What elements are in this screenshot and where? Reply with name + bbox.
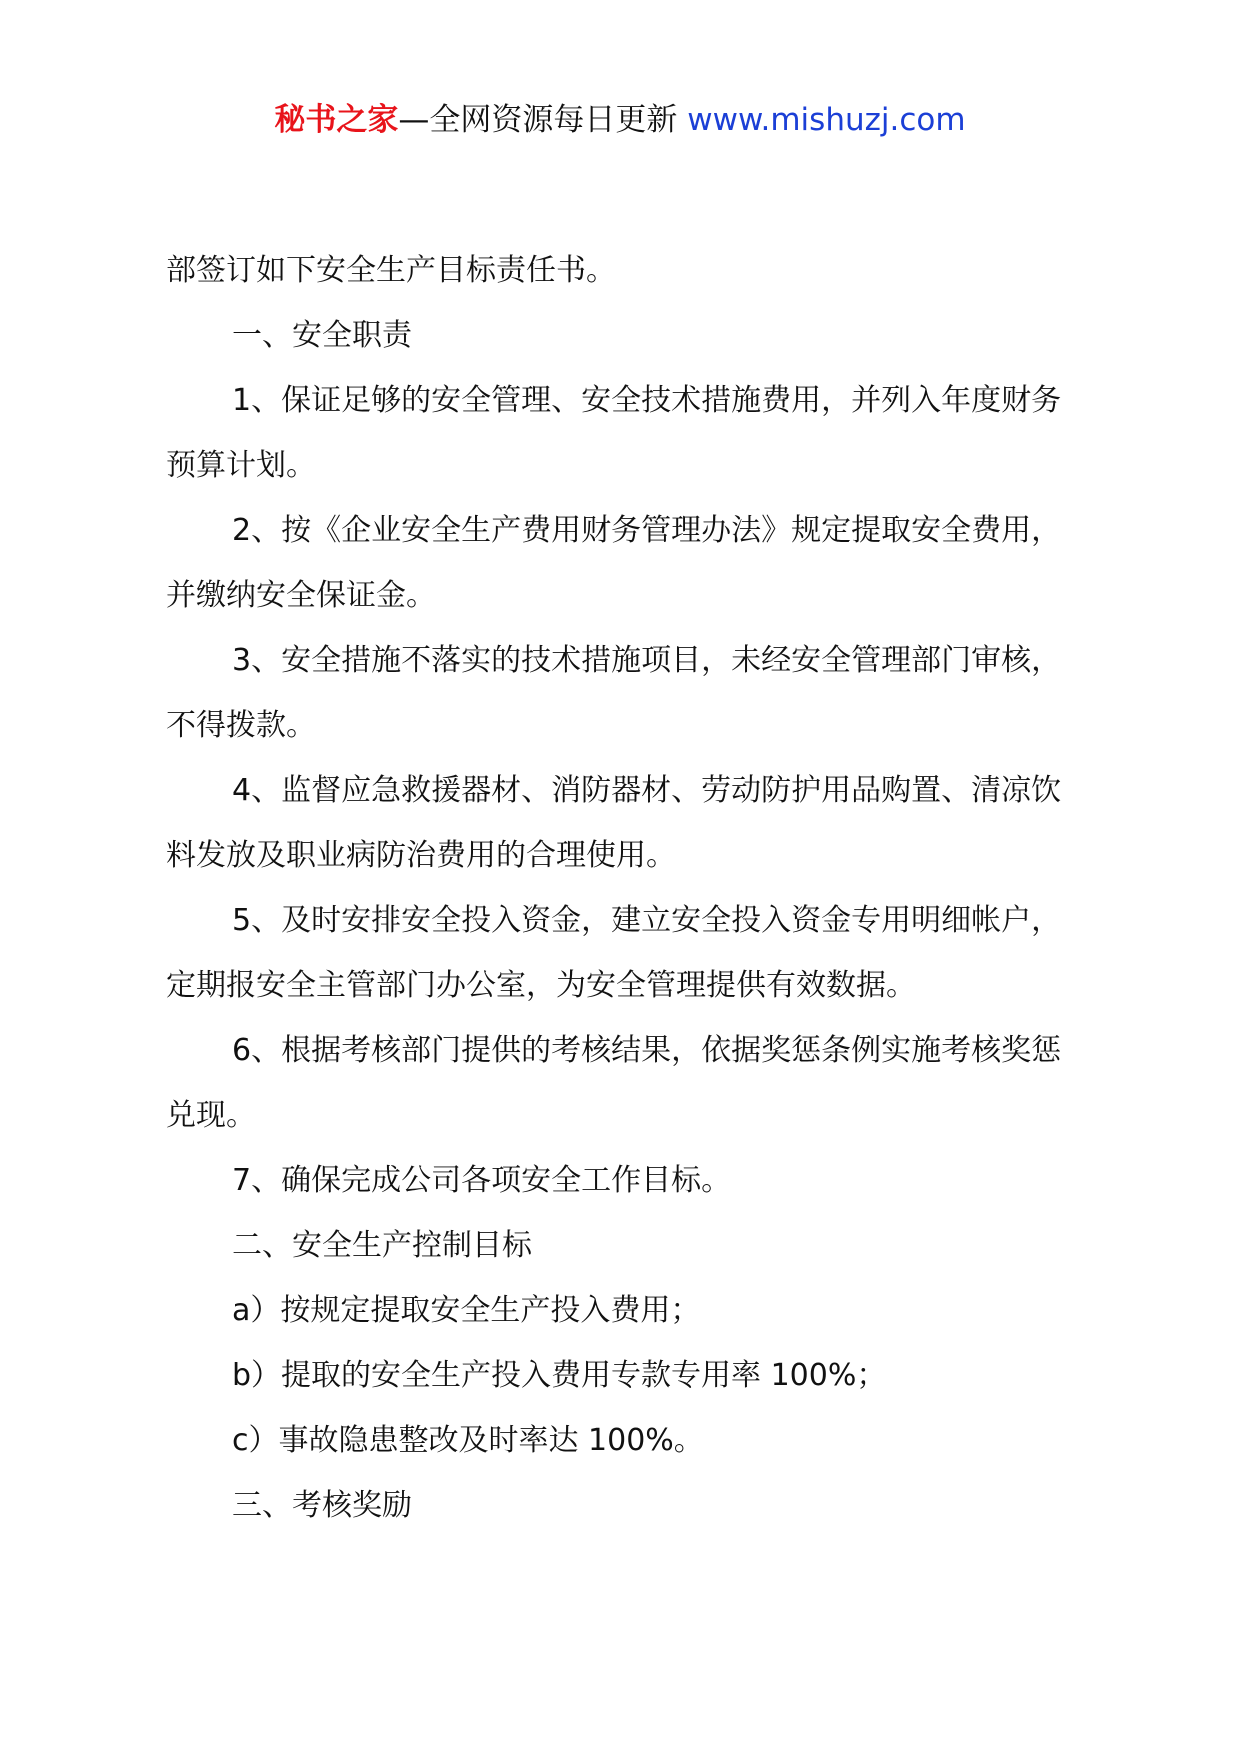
section-heading-control-targets: 二、安全生产控制目标 (232, 1228, 532, 1263)
header-tagline: —全网资源每日更新 (398, 102, 678, 138)
duty-item-3: 3、安全措施不落实的技术措施项目，未经安全管理部门审核，不得拨款。 (166, 643, 1062, 743)
duty-item-6: 6、根据考核部门提供的考核结果，依据奖惩条例实施考核奖惩兑现。 (166, 1033, 1062, 1133)
target-item-b: b）提取的安全生产投入费用专款专用率 100%； (232, 1358, 887, 1393)
website-link[interactable]: www.mishuzj.com (687, 102, 966, 138)
brand-name: 秘书之家 (274, 102, 399, 138)
target-item-c: c）事故隐患整改及时率达 100%。 (232, 1423, 704, 1458)
target-item-a: a）按规定提取安全生产投入费用； (232, 1293, 701, 1328)
duty-item-2: 2、按《企业安全生产费用财务管理办法》规定提取安全费用，并缴纳安全保证金。 (166, 513, 1062, 613)
duty-item-4: 4、监督应急救援器材、消防器材、劳动防护用品购置、清凉饮料发放及职业病防治费用的合理使用。 (166, 773, 1062, 873)
duty-item-5: 5、及时安排安全投入资金，建立安全投入资金专用明细帐户，定期报安全主管部门办公室，为安全管理提供有效数据。 (166, 903, 1062, 1003)
document-body (166, 238, 1086, 1538)
page-header (0, 100, 1240, 140)
section-heading-assessment-rewards: 三、考核奖励 (232, 1488, 412, 1523)
duty-item-1: 1、保证足够的安全管理、安全技术措施费用，并列入年度财务预算计划。 (166, 383, 1062, 483)
section-heading-safety-duties: 一、安全职责 (232, 318, 412, 353)
paragraph-intro: 部签订如下安全生产目标责任书。 (166, 253, 616, 288)
duty-item-7: 7、确保完成公司各项安全工作目标。 (232, 1163, 732, 1198)
